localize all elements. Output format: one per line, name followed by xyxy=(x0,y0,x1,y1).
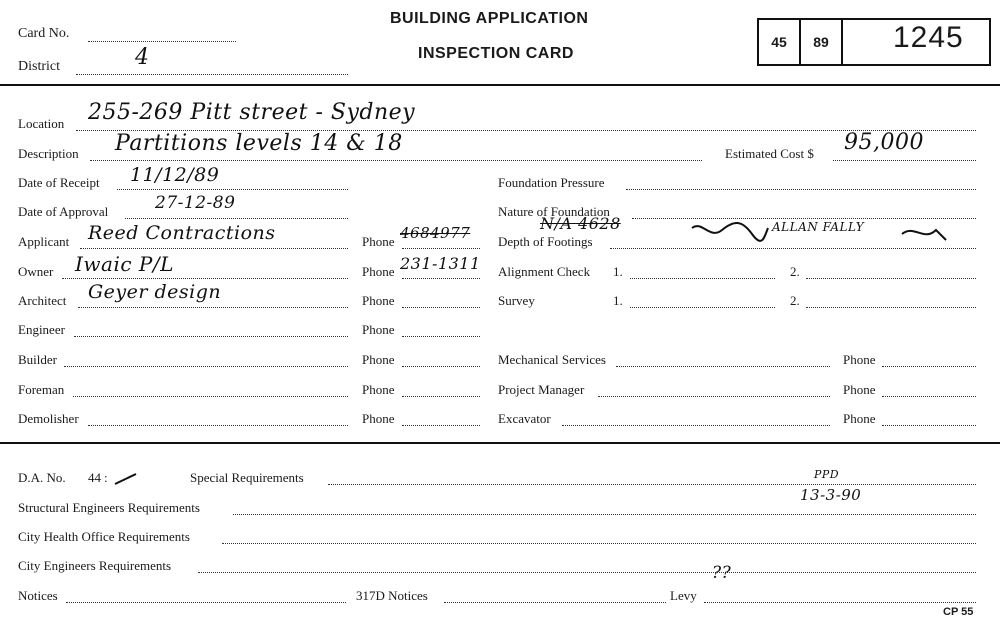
owner-phone-field[interactable] xyxy=(402,278,480,279)
alignment-check-1-field[interactable] xyxy=(630,278,775,279)
description-field[interactable] xyxy=(90,160,702,161)
survey-label: Survey xyxy=(498,293,535,308)
architect-value: Geyer design xyxy=(88,281,222,303)
foundation-scribble: N/A 4628 xyxy=(540,214,621,233)
city-engineers-field[interactable] xyxy=(198,572,976,573)
owner-field[interactable] xyxy=(62,278,348,279)
number-part1: 45 xyxy=(759,20,801,64)
alignment-check-2-field[interactable] xyxy=(806,278,976,279)
demolisher-phone-label: Phone xyxy=(362,411,395,426)
da-no-colon: : xyxy=(104,470,108,485)
survey-2-field[interactable] xyxy=(806,307,976,308)
excavator-phone-field[interactable] xyxy=(882,425,976,426)
architect-label: Architect xyxy=(18,293,67,308)
demolisher-field[interactable] xyxy=(88,425,348,426)
city-health-field[interactable] xyxy=(222,543,976,544)
notices-317d-field[interactable] xyxy=(444,602,666,603)
levy-label: Levy xyxy=(670,588,697,603)
description-value: Partitions levels 14 & 18 xyxy=(115,131,403,156)
owner-value: Iwaic P/L xyxy=(75,252,174,276)
number-part2: 89 xyxy=(801,20,843,64)
district-field[interactable] xyxy=(76,74,348,75)
applicant-phone-value: 4684977 xyxy=(400,224,471,242)
card-no-field[interactable] xyxy=(88,41,236,42)
da-no-value: 44 xyxy=(88,470,101,485)
survey-1-label: 1. xyxy=(613,293,623,308)
da-check-mark xyxy=(112,470,140,488)
alignment-check-label: Alignment Check xyxy=(498,264,591,279)
alignment-check-1-label: 1. xyxy=(613,264,623,279)
owner-phone-label: Phone xyxy=(362,264,395,279)
builder-label: Builder xyxy=(18,352,57,367)
card-no-label: Card No. xyxy=(18,26,70,41)
structural-label: Structural Engineers Requirements xyxy=(18,500,200,515)
builder-phone-field[interactable] xyxy=(402,366,480,367)
form-code: CP 55 xyxy=(943,606,974,618)
foreman-phone-field[interactable] xyxy=(402,396,480,397)
location-value: 255-269 Pitt street - Sydney xyxy=(88,100,416,125)
excavator-label: Excavator xyxy=(498,411,551,426)
engineer-field[interactable] xyxy=(74,336,348,337)
structural-note-top: PPD xyxy=(814,468,840,481)
project-manager-label: Project Manager xyxy=(498,382,585,397)
scribble-end xyxy=(900,222,950,244)
description-label: Description xyxy=(18,146,79,161)
divider-bottom xyxy=(0,442,1000,444)
title-line2: INSPECTION CARD xyxy=(418,45,574,62)
project-manager-field[interactable] xyxy=(598,396,830,397)
mechanical-phone-field[interactable] xyxy=(882,366,976,367)
applicant-value: Reed Contractions xyxy=(88,222,276,244)
excavator-phone-label: Phone xyxy=(843,411,876,426)
foundation-scribble-2: ALLAN FALLY xyxy=(772,220,865,234)
owner-phone-value: 231-1311 xyxy=(400,254,481,273)
depth-of-footings-label: Depth of Footings xyxy=(498,234,593,249)
foundation-pressure-label: Foundation Pressure xyxy=(498,175,605,190)
levy-field[interactable] xyxy=(704,602,976,603)
estimated-cost-value: 95,000 xyxy=(844,130,924,155)
applicant-phone-label: Phone xyxy=(362,234,395,249)
date-of-receipt-label: Date of Receipt xyxy=(18,175,100,190)
location-label: Location xyxy=(18,116,65,131)
city-health-label: City Health Office Requirements xyxy=(18,529,190,544)
survey-1-field[interactable] xyxy=(630,307,775,308)
mechanical-services-label: Mechanical Services xyxy=(498,352,606,367)
excavator-field[interactable] xyxy=(562,425,830,426)
builder-field[interactable] xyxy=(64,366,348,367)
number-part3: 1245 xyxy=(893,21,964,54)
architect-phone-field[interactable] xyxy=(402,307,480,308)
levy-value: ?? xyxy=(712,563,732,583)
alignment-check-2-label: 2. xyxy=(790,264,800,279)
scribble-wave xyxy=(690,218,770,244)
title-line1: BUILDING APPLICATION xyxy=(390,10,589,27)
special-requirements-label: Special Requirements xyxy=(190,470,304,485)
district-value: 4 xyxy=(135,45,150,70)
notices-label: Notices xyxy=(18,588,58,603)
special-requirements-field[interactable] xyxy=(328,484,976,485)
divider-top xyxy=(0,84,1000,86)
structural-note: 13-3-90 xyxy=(800,486,862,504)
estimated-cost-label: Estimated Cost $ xyxy=(725,146,814,161)
estimated-cost-field[interactable] xyxy=(833,160,976,161)
engineer-phone-field[interactable] xyxy=(402,336,480,337)
date-of-approval-value: 27-12-89 xyxy=(155,193,236,213)
architect-field[interactable] xyxy=(78,307,348,308)
demolisher-label: Demolisher xyxy=(18,411,79,426)
date-of-approval-field[interactable] xyxy=(125,218,348,219)
applicant-phone-field[interactable] xyxy=(402,248,480,249)
notices-field[interactable] xyxy=(66,602,346,603)
owner-label: Owner xyxy=(18,264,54,279)
date-of-approval-label: Date of Approval xyxy=(18,204,109,219)
da-no-label: D.A. No. xyxy=(18,470,66,485)
date-of-receipt-field[interactable] xyxy=(117,189,348,190)
nature-of-foundation-label: Nature of Foundation xyxy=(498,204,610,219)
engineer-label: Engineer xyxy=(18,322,65,337)
foreman-phone-label: Phone xyxy=(362,382,395,397)
city-engineers-label: City Engineers Requirements xyxy=(18,558,172,573)
survey-2-label: 2. xyxy=(790,293,800,308)
applicant-field[interactable] xyxy=(80,248,348,249)
foreman-field[interactable] xyxy=(73,396,348,397)
nature-of-foundation-field[interactable] xyxy=(632,218,976,219)
project-manager-phone-field[interactable] xyxy=(882,396,976,397)
notices-317d-label: 317D Notices xyxy=(356,588,428,603)
mechanical-phone-label: Phone xyxy=(843,352,876,367)
structural-field[interactable] xyxy=(233,514,976,515)
project-manager-phone-label: Phone xyxy=(843,382,876,397)
architect-phone-label: Phone xyxy=(362,293,395,308)
date-of-receipt-value: 11/12/89 xyxy=(130,164,220,186)
builder-phone-label: Phone xyxy=(362,352,395,367)
foreman-label: Foreman xyxy=(18,382,65,397)
engineer-phone-label: Phone xyxy=(362,322,395,337)
depth-of-footings-field[interactable] xyxy=(610,248,976,249)
demolisher-phone-field[interactable] xyxy=(402,425,480,426)
applicant-label: Applicant xyxy=(18,234,70,249)
mechanical-services-field[interactable] xyxy=(616,366,830,367)
foundation-pressure-field[interactable] xyxy=(626,189,976,190)
district-label: District xyxy=(18,59,60,74)
